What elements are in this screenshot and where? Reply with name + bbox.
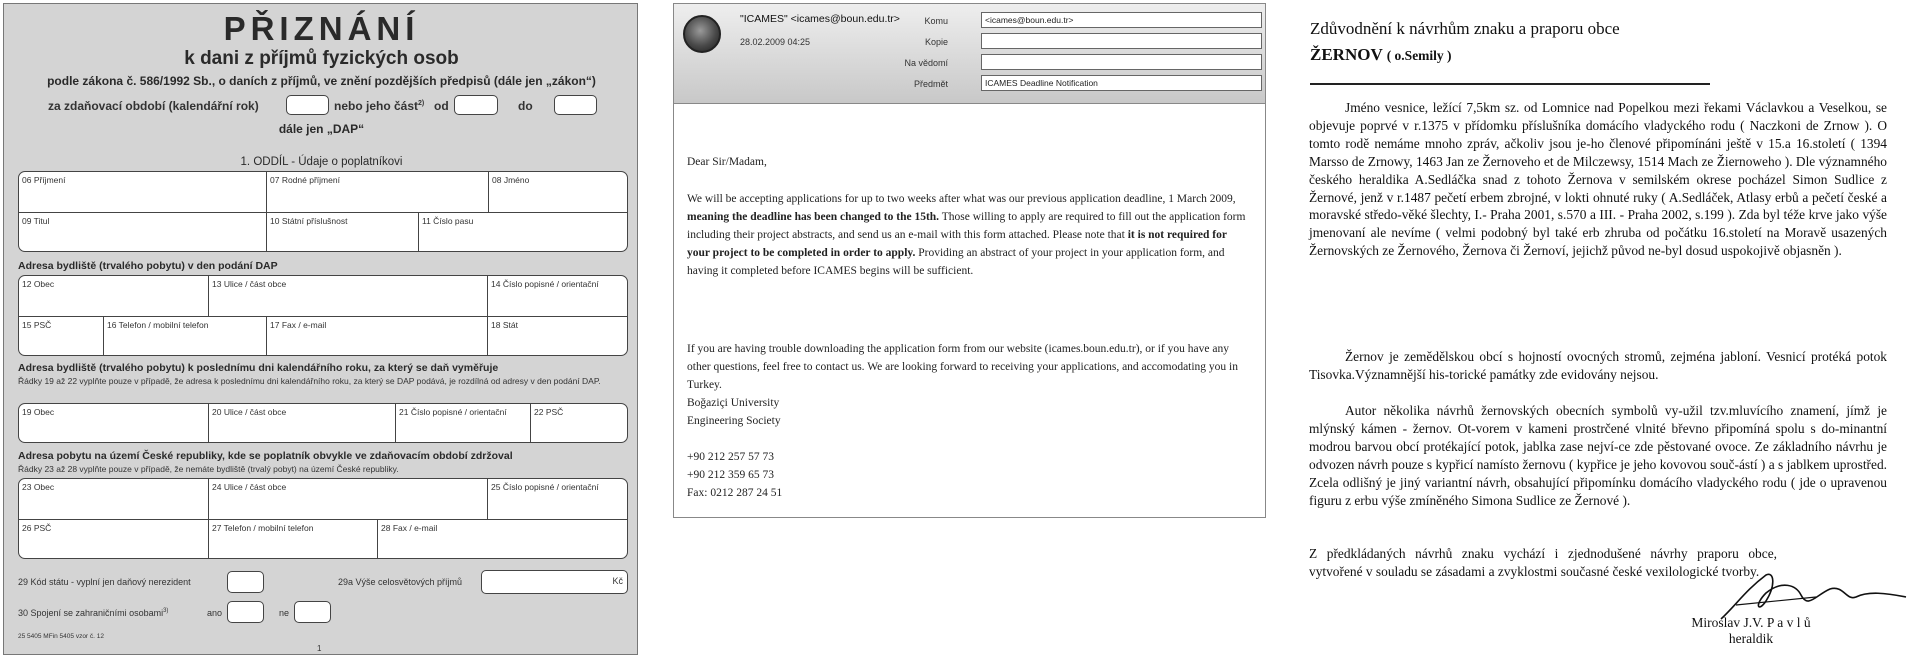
signature-name: Miroslav J.V. P a v l ů — [1691, 615, 1811, 630]
field-29a-label: 29a Výše celosvětových příjmů — [338, 577, 463, 587]
period-part-sup: 2) — [418, 100, 425, 107]
field-10[interactable]: 10 Státní příslušnost — [266, 213, 418, 252]
email-window — [673, 3, 1266, 518]
field-12[interactable]: 12 Obec — [22, 279, 55, 289]
period-from-field[interactable] — [454, 95, 498, 115]
field-24[interactable]: 24 Ulice / část obce — [208, 479, 487, 519]
letter-village-district: ( o.Semily ) — [1386, 48, 1452, 63]
signature-line-1: Boğaziçi University — [687, 397, 780, 409]
letter-paragraph-4: Z předkládaných návrhů znaku vychází i zjednodušené návrhy praporu obce, vytvořené v souladu se zásadami a zvyklostmi současné české vexilologické tvorby. — [1309, 546, 1777, 579]
field-15[interactable]: 15 PSČ — [22, 320, 52, 330]
sent-date: 28.02.2009 04:25 — [740, 37, 811, 47]
bcc-label: Na vědomí — [904, 58, 948, 68]
cc-field[interactable] — [981, 33, 1262, 49]
from-label: od — [434, 99, 449, 113]
signature-role: heraldik — [1728, 631, 1774, 646]
to-label: do — [518, 99, 533, 113]
letter-title: Zdůvodnění k návrhům znaku a praporu obce — [1310, 19, 1620, 38]
address1-title: Adresa bydliště (trvalého pobytu) v den podání DAP — [18, 260, 278, 272]
field-06[interactable]: 06 Příjmení — [22, 175, 66, 185]
field-27[interactable]: 27 Telefon / mobilní telefon — [208, 520, 377, 559]
field-13[interactable]: 13 Ulice / část obce — [208, 276, 487, 316]
sender-avatar — [683, 15, 721, 53]
address3-note: Řádky 23 až 28 vyplňte pouze v případě, že nemáte bydliště (trvalý pobyt) na území České republiky. — [18, 464, 399, 474]
email-header — [674, 4, 1265, 104]
to-label: Komu — [924, 16, 948, 26]
field-23[interactable]: 23 Obec — [22, 482, 55, 492]
form-subtitle: k dani z příjmů fyzických osob — [184, 48, 459, 69]
address3-fields — [18, 478, 628, 559]
address2-note: Řádky 19 až 22 vyplňte pouze v případě, že adresa k poslednímu dni kalendářního roku, za který se DAP podává, je rozdílná od adresy v den podání DAP. — [18, 376, 601, 386]
page-number: 1 — [317, 644, 322, 653]
signature-line-2: Engineering Society — [687, 415, 781, 427]
email-paragraph-1 — [687, 190, 1252, 280]
field-20[interactable]: 20 Ulice / část obce — [208, 404, 395, 443]
field-18[interactable]: 18 Stát — [487, 317, 628, 356]
form-footer-code: 25 5405 MFin 5405 vzor č. 12 — [18, 633, 104, 640]
cc-label: Kopie — [924, 37, 948, 47]
field-17[interactable]: 17 Fax / e-mail — [266, 317, 487, 356]
address1-fields — [18, 275, 628, 356]
p1-part-a: We will be accepting applications for up to two weeks after what was our previous application deadline, 1 March 2009, — [687, 193, 1236, 205]
field-08[interactable]: 08 Jméno — [488, 172, 628, 212]
subject-label: Předmět — [913, 79, 948, 89]
field-25[interactable]: 25 Číslo popisné / orientační — [487, 479, 628, 519]
field-30-sup: 3) — [163, 608, 169, 614]
period-year-field[interactable] — [286, 95, 329, 115]
subject-field[interactable]: ICAMES Deadline Notification — [981, 75, 1262, 91]
no-label: ne — [279, 608, 290, 618]
address3-title: Adresa pobytu na území České republiky, kde se poplatník obvykle ve zdaňovacím období zdržoval — [18, 450, 513, 462]
handwritten-signature — [1296, 5, 1914, 655]
phone-1: +90 212 257 57 73 — [687, 451, 774, 463]
email-paragraph-2: If you are having trouble downloading the application form from our website (icames.boun.edu.tr), or if you have any other questions, feel free to contact us. We are looking forward to receiving your applications, and accomodating you in Turkey. — [687, 343, 1239, 391]
period-part-label: nebo jeho část — [334, 99, 419, 113]
taxpayer-fields — [18, 171, 628, 252]
field-29-label: 29 Kód státu - vyplní jen daňový nerezident — [18, 577, 191, 587]
p1-part-c: Those willing to apply are required to fill out the application form including their project abstracts, and send us an e-mail with this form attached. Please note that — [687, 211, 1246, 241]
address2-title: Adresa bydliště (trvalého pobytu) k poslednímu dni kalendářního roku, za který se daň vyměřuje — [18, 362, 499, 374]
period-to-field[interactable] — [554, 95, 597, 115]
form-title: PŘIZNÁNÍ — [223, 10, 420, 47]
tax-return-form — [3, 3, 638, 655]
period-label: za zdaňovací období (kalendářní rok) — [48, 99, 259, 113]
letter-village-name: ŽERNOV — [1310, 45, 1383, 64]
field-29a-box[interactable] — [481, 570, 628, 594]
to-field[interactable]: <icames@boun.edu.tr> — [981, 12, 1262, 28]
bcc-field[interactable] — [981, 54, 1262, 70]
fax-number: Fax: 0212 287 24 51 — [687, 487, 783, 499]
field-26[interactable]: 26 PSČ — [22, 523, 52, 533]
field-19[interactable]: 19 Obec — [22, 407, 55, 417]
p1-part-d: it is not required for your project to be completed in order to apply. — [687, 229, 1227, 259]
field-16[interactable]: 16 Telefon / mobilní telefon — [103, 317, 266, 356]
field-30-label: 30 Spojení se zahraničními osobami — [18, 608, 164, 618]
field-28[interactable]: 28 Fax / e-mail — [377, 520, 628, 559]
p1-part-b: meaning the deadline has been changed to the 15th. — [687, 211, 940, 223]
typed-letter — [1296, 5, 1914, 655]
field-07[interactable]: 07 Rodné příjmení — [266, 172, 488, 212]
field-14[interactable]: 14 Číslo popisné / orientační — [487, 276, 628, 316]
law-line: podle zákona č. 586/1992 Sb., o daních z příjmů, ve znění pozdějších předpisů (dále jen „zákon“) — [47, 74, 596, 88]
field-21[interactable]: 21 Číslo popisné / orientační — [395, 404, 530, 443]
field-22[interactable]: 22 PSČ — [530, 404, 628, 443]
phone-2: +90 212 359 65 73 — [687, 469, 774, 481]
no-checkbox[interactable] — [294, 601, 331, 623]
dap-label: dále jen „DAP“ — [278, 122, 365, 136]
yes-checkbox[interactable] — [227, 601, 264, 623]
letter-paragraph-1: Jméno vesnice, ležící 7,5km sz. od Lomnice nad Popelkou mezi řekami Václavkou a Veselkou, se objevuje poprvé v r.1375 v přídomku příslušníka domácího vladyckého rodu ( Naczkoni de Zrnow ). O tomto rodě nemáme mnoho zpráv, ačkoliv jsou je-ho členové připomínáni ještě v 15.a 16.století ( 1394 Marsso de Zrnowy, 1463 Jan ze Žernoveho et de Milczewsy, 1514 Mach ze Žiernoweho ). Dle významného českého heraldika A.Sedláčka snad z tohoto Žernova v semilském okrese pocházel Simon Sudlice z Žernové, jenž v r.1487 pečetí erbem zbrojné, v lokti ohnuté ruky ( A.Sedláček, Atlasy erbů a pečetí české a moravské středo-věké šlechty, I.- Praha 2001, s.570 a III. - Praha 2002, s.199 ). Zda byl téže krve jako výše jmenovaní ale nevíme ( velmi podobný byl také erb zhruba od počátku 16.století na Moravě usazených Žernovských ze Žernového, Žernova či Žernoví, jejichž původ ne-byl dosud uspokojivě objasněn ). — [1309, 100, 1887, 259]
email-greeting: Dear Sir/Madam, — [687, 156, 767, 168]
address2-fields — [18, 403, 628, 443]
section1-title: 1. ODDÍL - Údaje o poplatníkovi — [240, 156, 403, 168]
sender[interactable]: "ICAMES" <icames@boun.edu.tr> — [740, 13, 900, 25]
field-29-box[interactable] — [227, 571, 264, 593]
letter-paragraph-2: Žernov je zemědělskou obcí s hojností ovocných stromů, zejména jabloní. Vesnicí protéká potok Tisovka.Významnější his-torické památky zde evidovány nejsou. — [1309, 349, 1887, 382]
letter-paragraph-3: Autor několika návrhů žernovských obecních symbolů vy-užil tzv.mluvícího znamení, jímž je mlýnský kámen - žernov. Ot-vorem v kameni prostrčené vlnité břevno připomíná spolu s do-minantní modrou barvou obcí protékající potok, jablka zase nejví-ce zde pěstované ovoce. Ze základního návrhu je odvozen návrh pouze s kypřicí namísto žernovu ( kypřice je jeho kovovou souč-ástí ) a s jablkem uprostřed. Zcela odlišný je jiný variantní návrh, obsahující připomínku domácího vladyckého rodu ( jde o upravenou figuru z erbu výše zmíněného Simona Sudlice ze Žernové ). — [1309, 403, 1887, 508]
p1-part-e: Providing an abstract of your project in your application form, and having it completed before ICAMES begins will be sufficient. — [687, 247, 1225, 277]
field-09[interactable]: 09 Titul — [22, 216, 50, 226]
yes-label: ano — [207, 608, 223, 618]
field-11[interactable]: 11 Číslo pasu — [418, 213, 628, 252]
currency-unit: Kč — [612, 576, 623, 586]
